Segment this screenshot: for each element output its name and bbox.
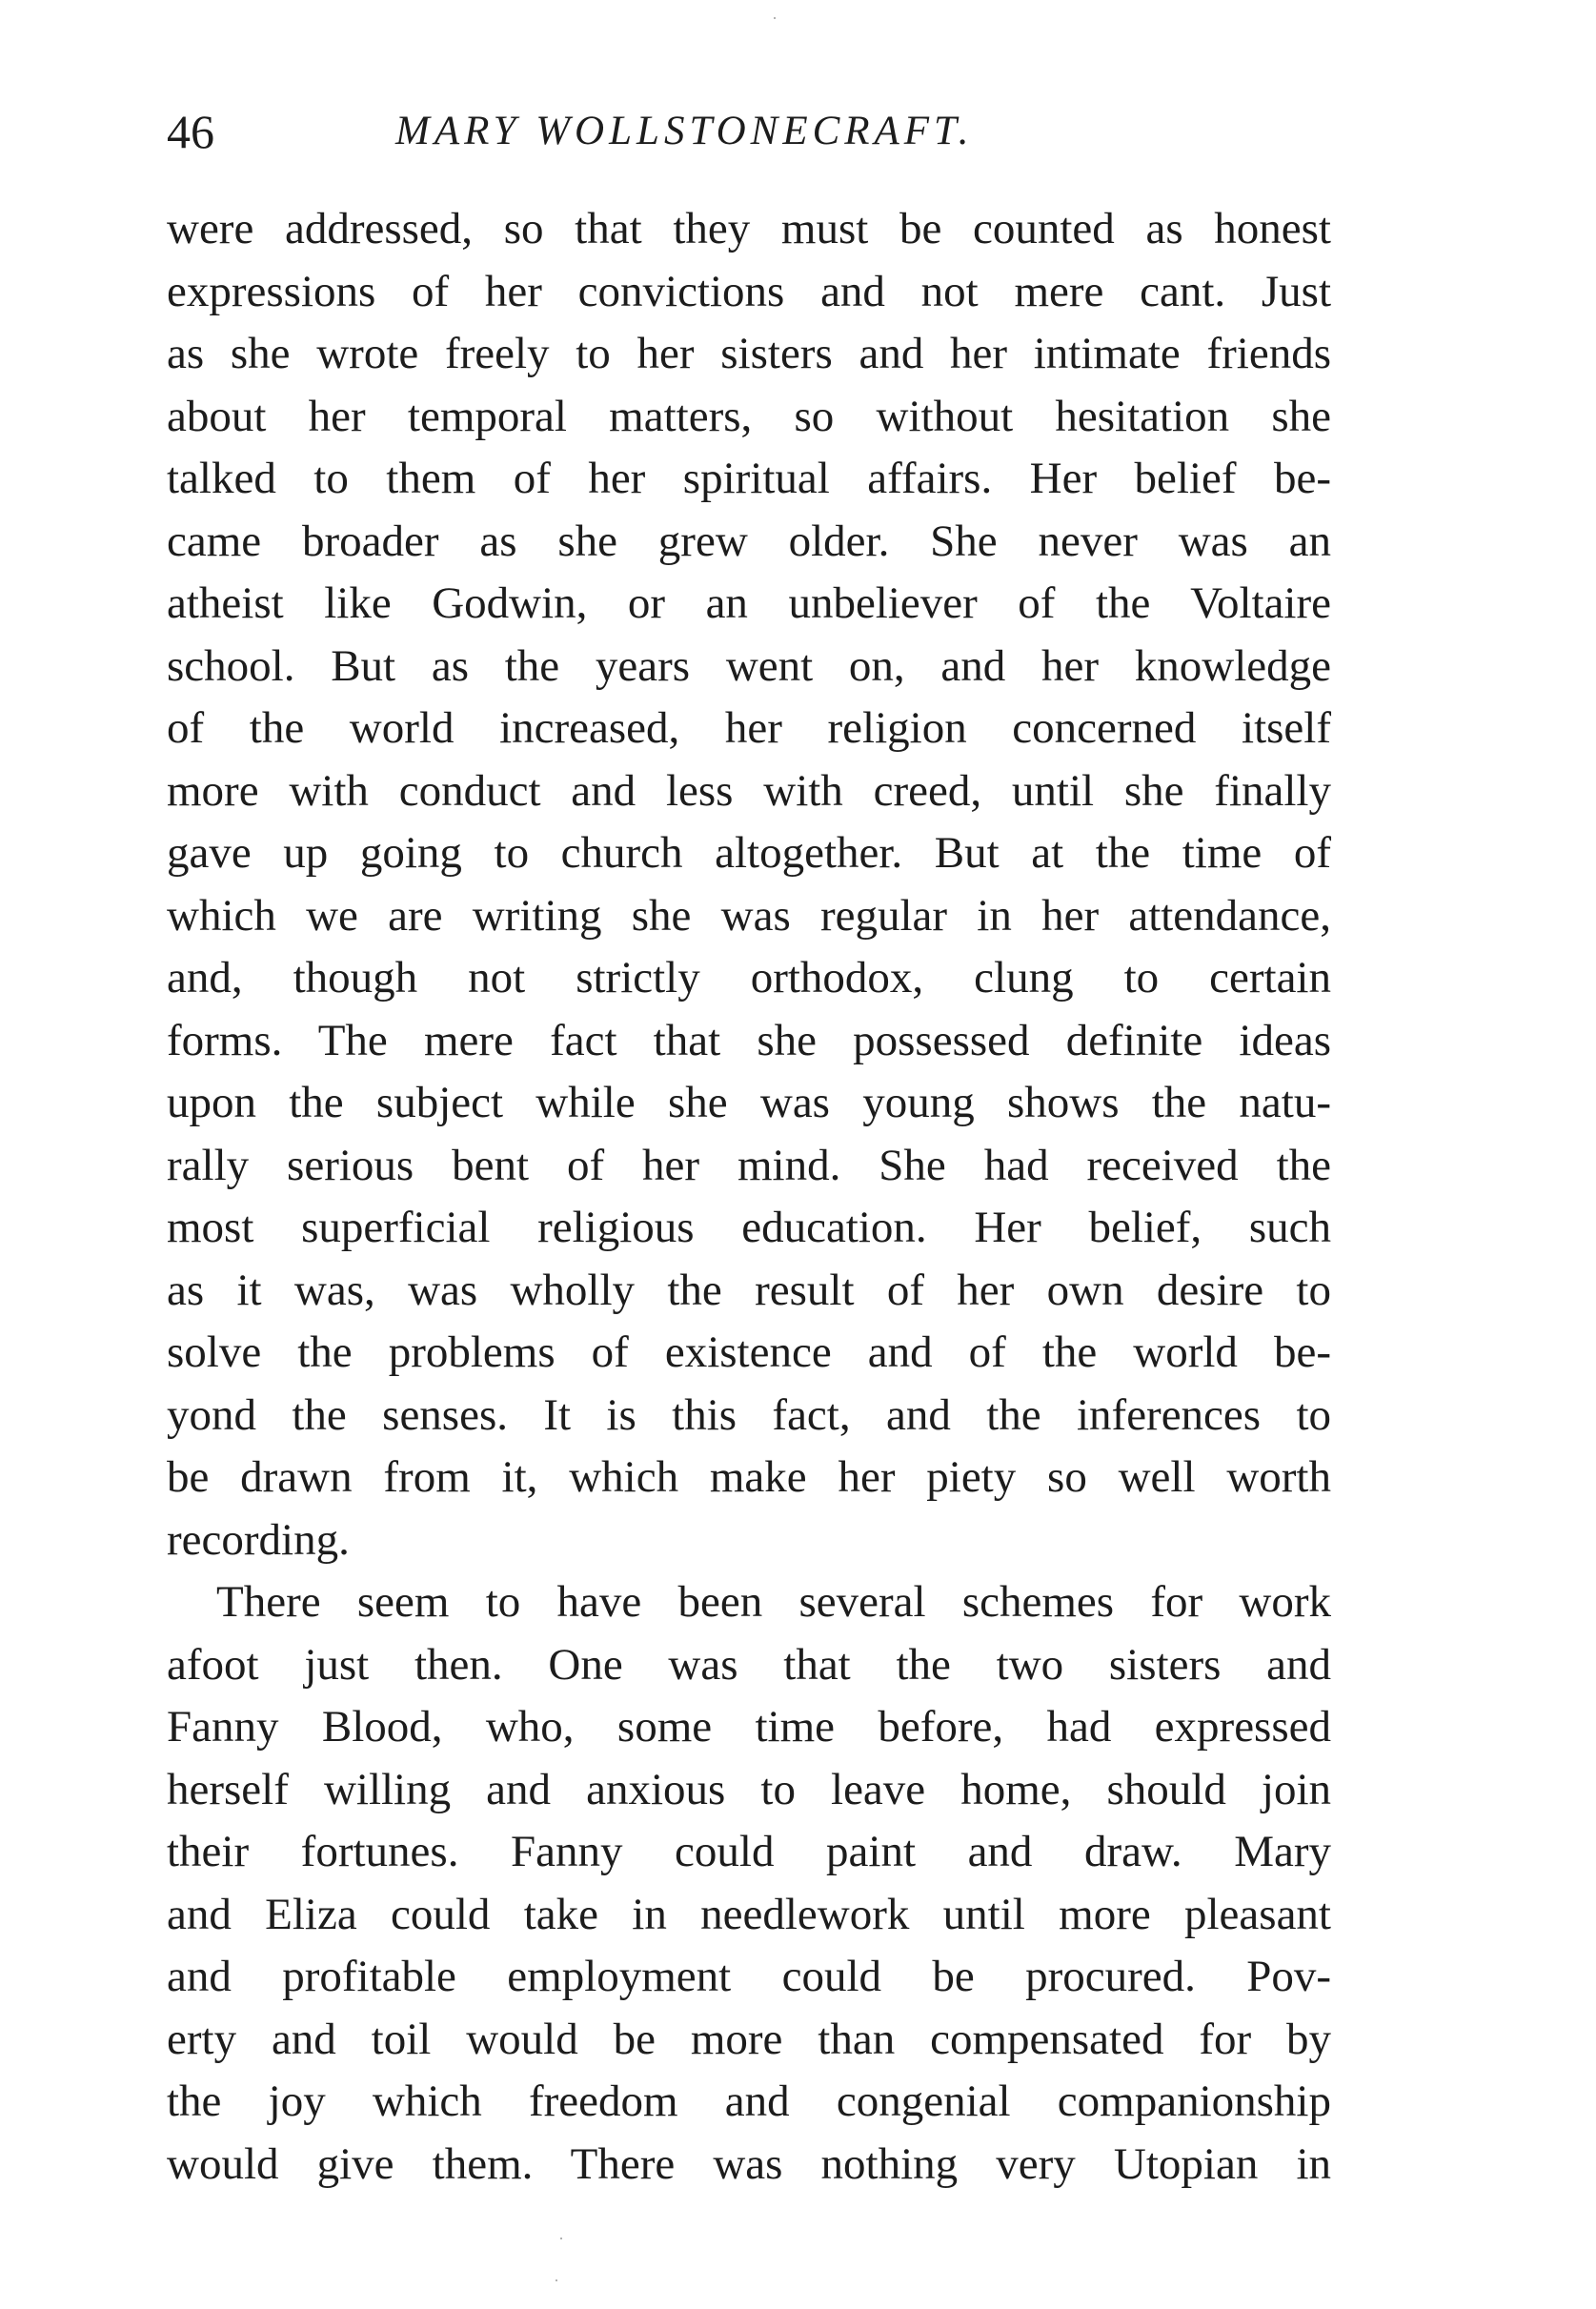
body-text <box>167 198 1331 2196</box>
text-line: and profitable employment could be procured. Pov- <box>167 1952 1331 2001</box>
text-line: gave up going to church altogether. But at the time of <box>167 828 1331 878</box>
paper-speck <box>774 17 776 19</box>
text-line: be drawn from it, which make her piety so well worth <box>167 1452 1331 1502</box>
text-line: forms. The mere fact that she possessed definite ideas <box>167 1015 1331 1065</box>
text-line: their fortunes. Fanny could paint and draw. Mary <box>167 1827 1331 1876</box>
text-line: solve the problems of existence and of the world be- <box>167 1327 1331 1377</box>
text-line: of the world increased, her religion concerned itself <box>167 703 1331 753</box>
running-title: MARY WOLLSTONECRAFT. <box>395 109 974 153</box>
text-line: erty and toil would be more than compensated for by <box>167 2014 1331 2064</box>
paper-speck <box>556 2279 557 2281</box>
text-line: school. But as the years went on, and her knowledge <box>167 640 1331 691</box>
text-line: rally serious bent of her mind. She had received the <box>167 1140 1331 1190</box>
text-line: were addressed, so that they must be counted as honest <box>167 204 1331 253</box>
text-line: afoot just then. One was that the two sisters and <box>167 1639 1331 1690</box>
text-line: upon the subject while she was young shows the natu- <box>167 1078 1331 1127</box>
page-number: 46 <box>167 105 214 158</box>
text-line: herself willing and anxious to leave home, should join <box>167 1764 1331 1814</box>
text-line: most superficial religious education. Her belief, such <box>167 1203 1331 1252</box>
paragraph-first-line: There seem to have been several schemes for work <box>216 1577 1331 1627</box>
text-line: the joy which freedom and congenial companionship <box>167 2076 1331 2126</box>
text-line: expressions of her convictions and not mere cant. Just <box>167 266 1331 316</box>
text-line: Fanny Blood, who, some time before, had expressed <box>167 1702 1331 1752</box>
text-line: more with conduct and less with creed, until she finally <box>167 765 1331 816</box>
text-line: as she wrote freely to her sisters and her intimate friends <box>167 329 1331 378</box>
page-header <box>167 84 1329 170</box>
text-line: yond the senses. It is this fact, and the inferences to <box>167 1389 1331 1440</box>
paper-speck <box>560 2238 562 2239</box>
text-line: about her temporal matters, so without hesitation she <box>167 391 1331 441</box>
text-line: and Eliza could take in needlework until more pleasant <box>167 1889 1331 1939</box>
text-line: came broader as she grew older. She never was an <box>167 516 1331 566</box>
text-line: talked to them of her spiritual affairs. Her belief be- <box>167 454 1331 503</box>
text-line: which we are writing she was regular in her attendance, <box>167 890 1331 941</box>
text-line: would give them. There was nothing very Utopian in <box>167 2138 1331 2189</box>
text-line: as it was, was wholly the result of her own desire to <box>167 1265 1331 1315</box>
text-line: atheist like Godwin, or an unbeliever of the Voltaire <box>167 578 1331 628</box>
paragraph-end-line: recording. <box>167 1514 350 1565</box>
text-line: and, though not strictly orthodox, clung to certain <box>167 953 1331 1003</box>
